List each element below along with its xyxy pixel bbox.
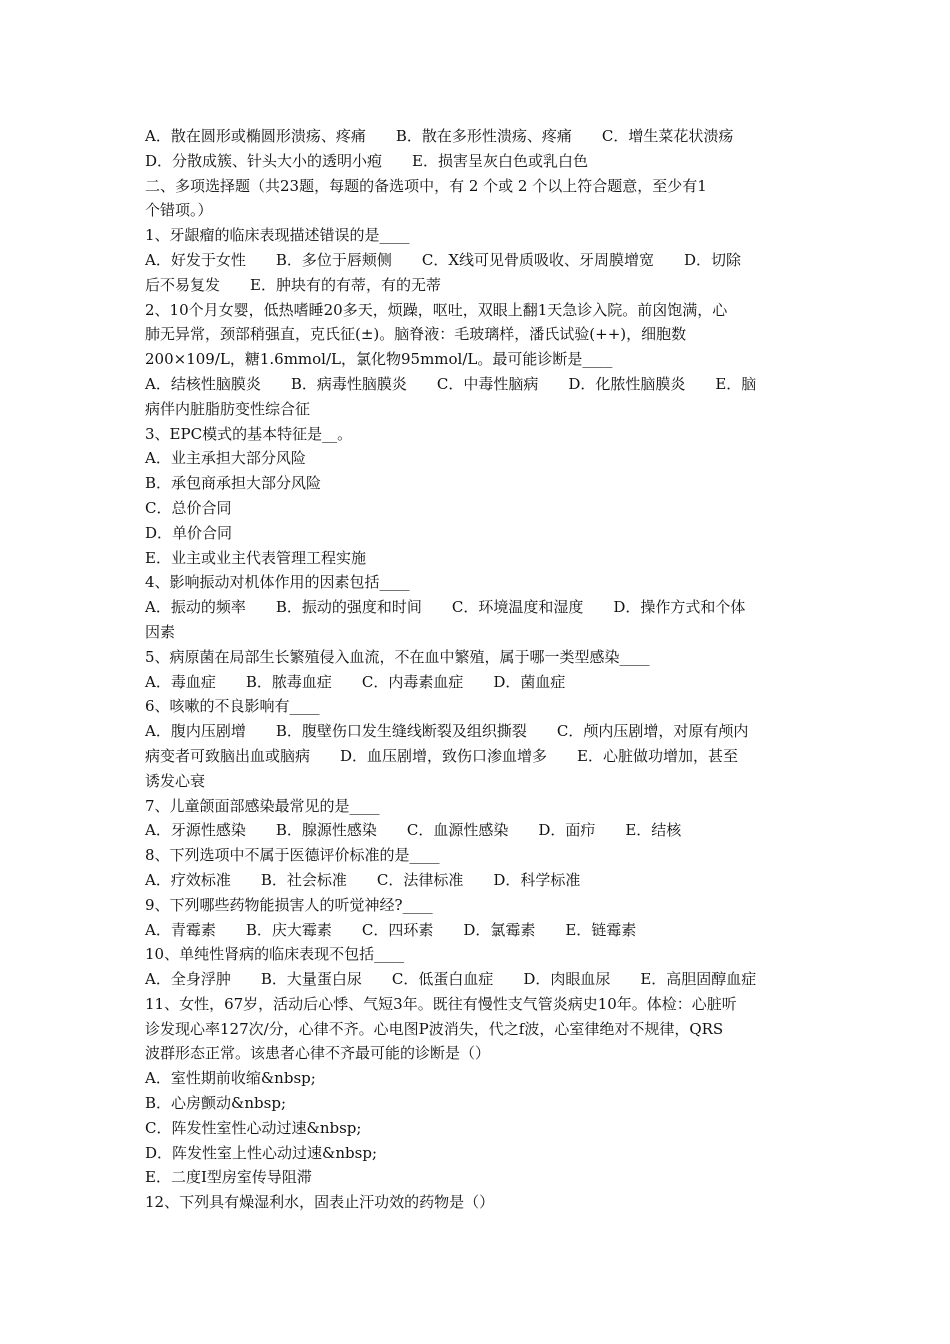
text-line: 肺无异常，颈部稍强直，克氏征(±)。脑脊液：毛玻璃样，潘氏试验(++)，细胞数 — [145, 325, 687, 344]
text-line: A．牙源性感染 B．腺源性感染 C．血源性感染 D．面疖 E．结核 — [145, 821, 682, 840]
text-line: 12、下列具有燥湿利水，固表止汗功效的药物是（） — [145, 1193, 495, 1212]
text-line: 5、病原菌在局部生长繁殖侵入血流，不在血中繁殖，属于哪一类型感染____ — [145, 647, 650, 666]
text-line: D．单价合同 — [145, 523, 233, 542]
document-body — [145, 124, 810, 1215]
text-line: 后不易复发 E．肿块有的有蒂，有的无蒂 — [145, 275, 441, 294]
text-line: 病变者可致脑出血或脑病 D．血压剧增，致伤口渗血增多 E．心脏做功增加，甚至 — [145, 746, 738, 765]
text-line: B．心房颤动&nbsp; — [145, 1094, 286, 1113]
text-line: A．全身浮肿 B．大量蛋白尿 C．低蛋白血症 D．肉眼血尿 E．高胆固醇血症 — [145, 970, 757, 989]
text-line: 二、多项选择题（共23题，每题的备选项中，有 2 个或 2 个以上符合题意，至少有1 — [145, 176, 707, 195]
text-line: A．好发于女性 B．多位于唇颊侧 C．X线可见骨质吸收、牙周膜增宽 D．切除 — [145, 250, 742, 269]
text-line: A．业主承担大部分风险 — [145, 449, 306, 468]
text-line: C．总价合同 — [145, 498, 232, 517]
text-line: 9、下列哪些药物能损害人的听觉神经?____ — [145, 895, 433, 914]
text-line: D．分散成簇、针头大小的透明小疱 E．损害呈灰白色或乳白色 — [145, 151, 588, 170]
text-line: 因素 — [145, 622, 176, 641]
text-line: 4、影响振动对机体作用的因素包括____ — [145, 573, 410, 592]
text-line: 8、下列选项中不属于医德评价标准的是____ — [145, 846, 440, 865]
text-line: 10、单纯性肾病的临床表现不包括____ — [145, 945, 405, 964]
text-line: 个错项。） — [145, 201, 213, 220]
text-line: A．散在圆形或椭圆形溃疡、疼痛 B．散在多形性溃疡、疼痛 C．增生菜花状溃疡 — [145, 127, 734, 145]
text-line: D．阵发性室上性心动过速&nbsp; — [145, 1143, 377, 1162]
text-line: 1、牙龈瘤的临床表现描述错误的是____ — [145, 226, 410, 245]
text-line: 诊发现心率127次/分，心律不齐。心电图P波消失，代之f波，心室律绝对不规律，QRS — [145, 1019, 724, 1038]
text-line: C．阵发性室性心动过速&nbsp; — [145, 1118, 362, 1137]
text-line: E．业主或业主代表管理工程实施 — [145, 548, 366, 567]
text-line: 2、10个月女婴，低热嗜睡20多天，烦躁，呕吐，双眼上翻1天急诊入院。前囟饱满，心 — [145, 300, 728, 319]
text-line: A．结核性脑膜炎 B．病毒性脑膜炎 C．中毒性脑病 D．化脓性脑膜炎 E．脑 — [145, 374, 757, 393]
text-line: A．青霉素 B．庆大霉素 C．四环素 D．氯霉素 E．链霉素 — [145, 920, 637, 939]
text-line: 诱发心衰 — [145, 771, 206, 790]
text-line: A．腹内压剧增 B．腹壁伤口发生缝线断裂及组织撕裂 C．颅内压剧增，对原有颅内 — [145, 722, 749, 741]
text-line: 病伴内脏脂肪变性综合征 — [145, 399, 311, 418]
text-line: A．疗效标准 B．社会标准 C．法律标准 D．科学标准 — [145, 870, 581, 889]
text-line: E．二度Ⅰ型房室传导阻滞 — [145, 1168, 312, 1187]
text-line: 7、儿童颌面部感染最常见的是____ — [145, 796, 380, 815]
text-line: B．承包商承担大部分风险 — [145, 474, 322, 493]
text-line: A．室性期前收缩&nbsp; — [145, 1069, 316, 1088]
text-line: 200×109/L，糖1.6mmol/L，氯化物95mmol/L。最可能诊断是____ — [145, 350, 613, 369]
text-line: 波群形态正常。该患者心律不齐最可能的诊断是（） — [145, 1044, 491, 1063]
text-line: 11、女性，67岁，活动后心悸、气短3年。既往有慢性支气管炎病史10年。体检：心脏听 — [145, 994, 737, 1013]
text-line: A．毒血症 B．脓毒血症 C．内毒素血症 D．菌血症 — [145, 672, 566, 691]
text-line: A．振动的频率 B．振动的强度和时间 C．环境温度和湿度 D．操作方式和个体 — [145, 598, 746, 617]
text-line: 3、EPC模式的基本特征是__。 — [145, 424, 353, 443]
text-line: 6、咳嗽的不良影响有____ — [145, 697, 320, 716]
